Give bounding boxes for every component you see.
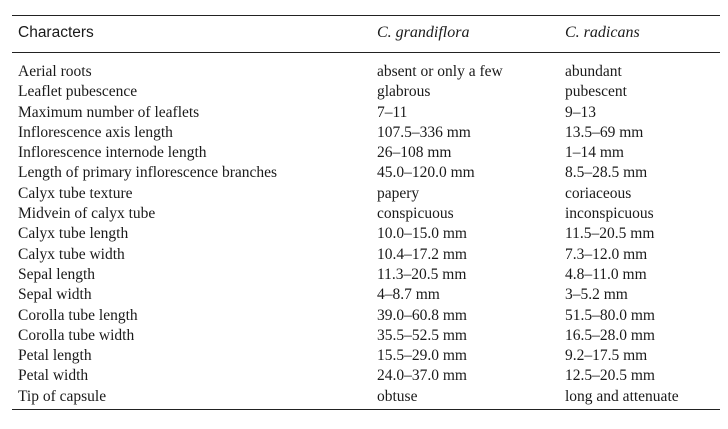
cell-character: Length of primary inflorescence branches — [18, 164, 278, 182]
header-characters: Characters — [18, 24, 94, 41]
cell-radicans: 1–14 mm — [565, 144, 624, 162]
table-row — [0, 306, 728, 326]
cell-character: Tip of capsule — [18, 387, 107, 405]
table-body — [0, 62, 728, 407]
table-row — [0, 82, 728, 102]
table-row — [0, 346, 728, 366]
cell-radicans: 8.5–28.5 mm — [565, 164, 648, 182]
table-row — [0, 326, 728, 346]
cell-grandiflora: obtuse — [377, 387, 418, 405]
cell-character: Inflorescence axis length — [18, 123, 173, 141]
cell-grandiflora: papery — [377, 184, 420, 202]
cell-grandiflora: 4–8.7 mm — [377, 286, 440, 304]
cell-radicans: 11.5–20.5 mm — [565, 225, 655, 243]
cell-radicans: 9.2–17.5 mm — [565, 347, 648, 365]
table-row — [0, 285, 728, 305]
cell-character: Corolla tube length — [18, 306, 138, 324]
cell-grandiflora: 15.5–29.0 mm — [377, 347, 467, 365]
cell-radicans: 51.5–80.0 mm — [565, 306, 655, 324]
table-row — [0, 224, 728, 244]
table-row — [0, 204, 728, 224]
table-row — [0, 184, 728, 204]
header-species-grandiflora: C. grandiflora — [377, 24, 470, 41]
cell-character: Calyx tube texture — [18, 184, 133, 202]
cell-character: Aerial roots — [18, 63, 92, 80]
header-species-radicans: C. radicans — [565, 24, 640, 41]
cell-radicans: 3–5.2 mm — [565, 286, 628, 304]
cell-radicans: abundant — [565, 63, 622, 80]
cell-grandiflora: 45.0–120.0 mm — [377, 164, 475, 182]
cell-character: Sepal width — [18, 286, 92, 304]
cell-grandiflora: 11.3–20.5 mm — [377, 265, 467, 283]
table-row — [0, 123, 728, 143]
table-top-rule — [12, 15, 720, 16]
cell-character: Calyx tube width — [18, 245, 125, 263]
cell-grandiflora: 10.0–15.0 mm — [377, 225, 467, 243]
cell-radicans: 7.3–12.0 mm — [565, 245, 648, 263]
table-header-rule — [12, 52, 720, 53]
cell-radicans: 12.5–20.5 mm — [565, 367, 655, 385]
cell-character: Leaflet pubescence — [18, 83, 138, 101]
cell-grandiflora: 26–108 mm — [377, 144, 452, 162]
table-row — [0, 103, 728, 123]
cell-character: Inflorescence internode length — [18, 144, 207, 162]
cell-radicans: 13.5–69 mm — [565, 123, 644, 141]
cell-grandiflora: 35.5–52.5 mm — [377, 326, 467, 344]
cell-grandiflora: 10.4–17.2 mm — [377, 245, 467, 263]
cell-radicans: pubescent — [565, 83, 627, 101]
cell-grandiflora: 7–11 — [377, 103, 408, 121]
cell-grandiflora: conspicuous — [377, 205, 454, 223]
cell-character: Midvein of calyx tube — [18, 205, 156, 223]
table-row — [0, 265, 728, 285]
cell-character: Calyx tube length — [18, 225, 129, 243]
cell-radicans: coriaceous — [565, 184, 632, 202]
cell-grandiflora: 107.5–336 mm — [377, 123, 471, 141]
cell-character: Maximum number of leaflets — [18, 103, 200, 121]
table-row — [0, 163, 728, 183]
cell-radicans: 9–13 — [565, 103, 596, 121]
table-row — [0, 62, 728, 82]
table-row — [0, 245, 728, 265]
cell-grandiflora: absent or only a few — [377, 63, 503, 80]
cell-radicans: 4.8–11.0 mm — [565, 265, 647, 283]
cell-character: Corolla tube width — [18, 326, 135, 344]
cell-character: Petal width — [18, 367, 89, 385]
cell-radicans: long and attenuate — [565, 387, 679, 405]
table-row — [0, 387, 728, 407]
table-row — [0, 143, 728, 163]
cell-grandiflora: glabrous — [377, 83, 431, 101]
cell-grandiflora: 39.0–60.8 mm — [377, 306, 467, 324]
cell-radicans: 16.5–28.0 mm — [565, 326, 655, 344]
cell-radicans: inconspicuous — [565, 205, 654, 223]
cell-character: Petal length — [18, 347, 92, 365]
cell-character: Sepal length — [18, 265, 96, 283]
cell-grandiflora: 24.0–37.0 mm — [377, 367, 467, 385]
table-bottom-rule — [12, 409, 720, 410]
table-header-row — [0, 22, 728, 44]
table-row — [0, 366, 728, 386]
